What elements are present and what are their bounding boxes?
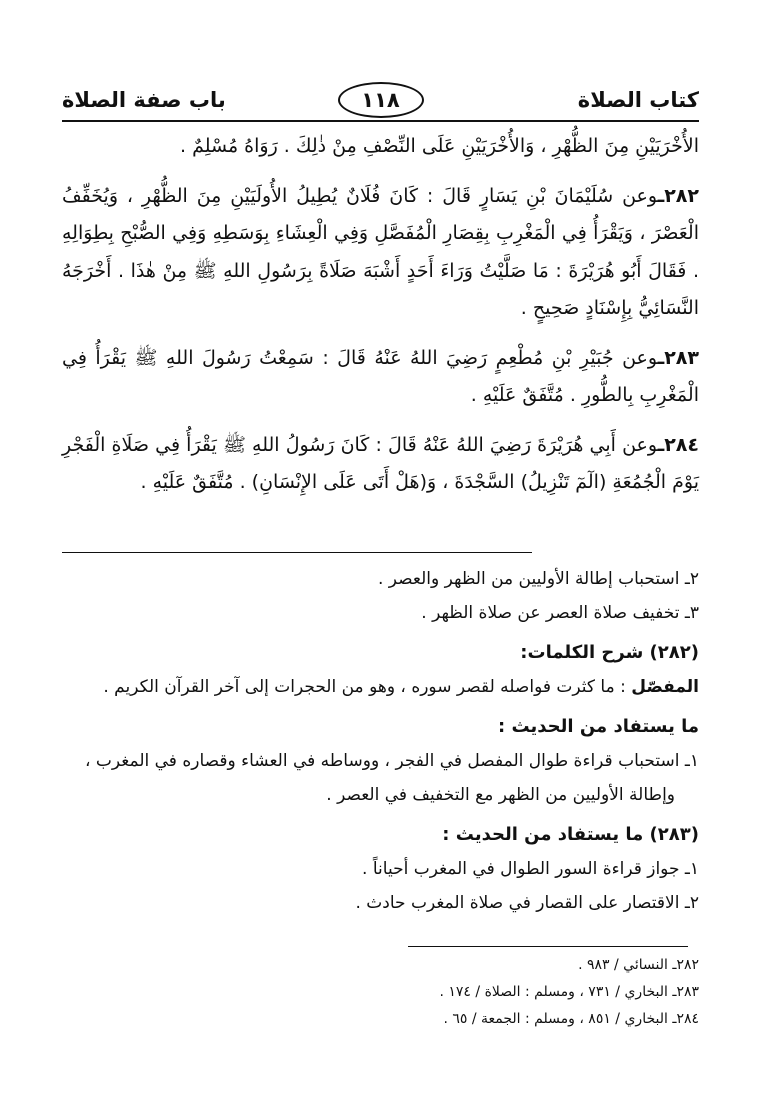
hadith-283-number: ٢٨٣ـ: [657, 346, 699, 369]
hadith-284-text: وعن أَبِي هُرَيْرَةَ رَضِيَ اللهُ عَنْهُ قَالَ : كَانَ رَسُولُ اللهِ ﷺ يَقْرَأُ فِي صَلَاةِ الْفَجْرِ يَوْمَ الْجُمُعَةِ (الٓمٓ تَنْزِيلُ) السَّجْدَةَ ، وَ(هَلْ أَتَى عَلَى الإِنْسَانِ) . مُتَّفَقٌ عَلَيْهِ .: [62, 433, 699, 493]
book-title: كتاب الصلاة: [577, 88, 699, 112]
footnote-284: ٢٨٤ـ البخاري / ٨٥١ ، ومسلم : الجمعة / ٦٥ .: [443, 1011, 699, 1027]
hadith-284: [62, 427, 699, 502]
heading-283-benefits: (٢٨٣) ما يستفاد من الحديث :: [442, 824, 699, 845]
benefit-1a: ١ـ استحباب قراءة طوال المفصل في الفجر ، ووساطه في العشاء وقصاره في المغرب ،: [85, 751, 699, 771]
hadith-284-number: ٢٨٤ـ: [657, 433, 699, 456]
hadith-283-text: وعن جُبَيْرِ بْنِ مُطْعِمٍ رَضِيَ اللهُ عَنْهُ قَالَ : سَمِعْتُ رَسُولَ اللهِ ﷺ يَقْرَأُ فِي الْمَغْرِبِ بِالطُّورِ . مُتَّفَقٌ عَلَيْهِ .: [62, 346, 699, 406]
page-header: [62, 82, 699, 122]
benefit-283-1: ١ـ جواز قراءة السور الطوال في المغرب أحياناً .: [362, 859, 699, 879]
hadith-continuation: الأُخْرَيَيْنِ مِنَ الظُّهْرِ ، وَالأُخْرَيَيْنِ عَلَى النِّصْفِ مِنْ ذٰلِكَ . رَوَاهُ مُسْلِمٌ .: [179, 135, 699, 157]
chapter-title: باب صفة الصلاة: [62, 88, 226, 112]
hadith-282-text: وعن سُلَيْمَانَ بْنِ يَسَارٍ قَالَ : كَانَ فُلَانٌ يُطِيلُ الأُولَيَيْنِ مِنَ الظُّهْرِ ، وَيُخَفِّفُ الْعَصْرَ ، وَيَقْرَأُ فِي الْمَغْرِبِ بِقِصَارِ الْمُفَصَّلِ وَفِي الْعِشَاءِ بِوَسَطِهِ وَفِي الصُّبْحِ بِطِوَالِهِ . فَقَالَ أَبُو هُرَيْرَةَ : مَا صَلَّيْتُ وَرَاءَ أَحَدٍ أَشْبَهَ صَلَاةً بِرَسُولِ اللهِ ﷺ مِنْ هٰذَا . أَخْرَجَهُ النَّسَائِيُّ بِإِسْنَادٍ صَحِيحٍ .: [62, 184, 699, 319]
note-3: ٣ـ تخفيف صلاة العصر عن صلاة الظهر .: [421, 603, 699, 623]
heading-282-benefits: ما يستفاد من الحديث :: [498, 716, 699, 737]
footnotes: [62, 952, 699, 1033]
footnote-282: ٢٨٢ـ النسائي / ٩٨٣ .: [578, 957, 699, 973]
mufassal-text: : ما كثرت فواصله لقصر سوره ، وهو من الحجرات إلى آخر القرآن الكريم .: [103, 677, 626, 697]
hadith-283: [62, 340, 699, 415]
commentary: [62, 562, 699, 920]
hadith-text: [62, 128, 699, 502]
hadith-282: [62, 178, 699, 328]
header-divider: [62, 120, 699, 122]
mufassal-definition: [62, 670, 699, 704]
mufassal-term: المفصّل: [631, 677, 699, 697]
footnote-283: ٢٨٣ـ البخاري / ٧٣١ ، ومسلم : الصلاة / ١٧٤ .: [439, 984, 699, 1000]
benefit-283-2: ٢ـ الاقتصار على القصار في صلاة المغرب حادث .: [355, 893, 699, 913]
note-2: ٢ـ استحباب إطالة الأوليين من الظهر والعصر .: [377, 569, 699, 589]
heading-282-vocab: (٢٨٢) شرح الكلمات:: [520, 642, 699, 663]
hadith-282-number: ٢٨٢ـ: [657, 184, 699, 207]
page-number: ١١٨: [338, 82, 424, 118]
benefit-1b: وإطالة الأوليين من الظهر مع التخفيف في العصر .: [326, 785, 675, 805]
commentary-divider: [62, 552, 532, 553]
footnote-divider: [408, 946, 688, 947]
